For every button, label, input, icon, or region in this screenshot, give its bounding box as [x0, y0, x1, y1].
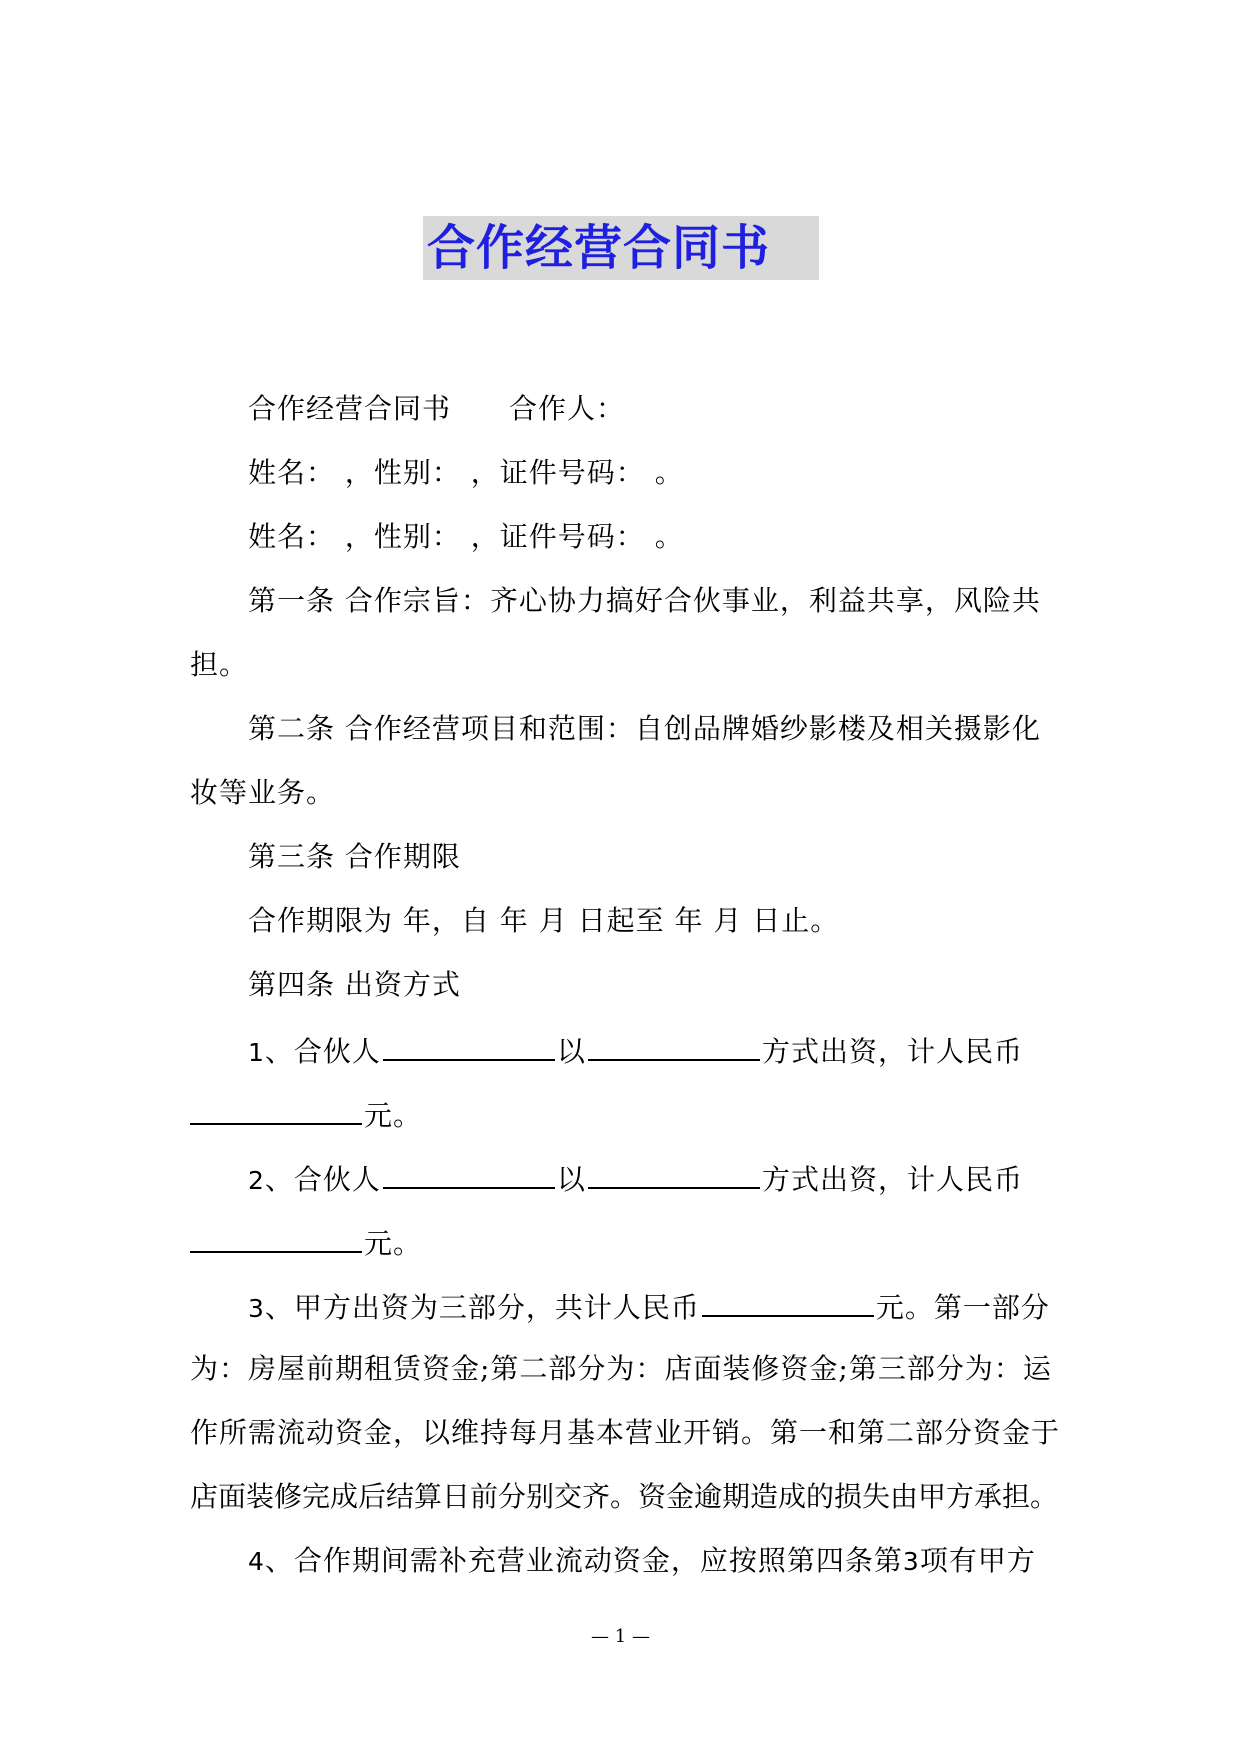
item3-line1: 3、甲方出资为三部分，共计人民币 元。第一部分 [248, 1285, 1050, 1325]
item4-line1: 4、合作期间需补充营业流动资金，应按照第四条第3项有甲方 [248, 1544, 1036, 1577]
blank-field [588, 1157, 760, 1189]
item3-line2: 为：房屋前期租赁资金;第二部分为：店面装修资金;第三部分为：运 [190, 1352, 1052, 1385]
article4-heading: 第四条 出资方式 [248, 968, 461, 1001]
article1-line2: 担。 [190, 648, 249, 681]
blank-field [588, 1029, 760, 1061]
header-left: 合作经营合同书 [248, 392, 452, 425]
title-highlight [423, 216, 819, 280]
party-line-1: 姓名： ，性别： ，证件号码： 。 [248, 456, 684, 489]
blank-field [190, 1093, 362, 1125]
article2-line2: 妆等业务。 [190, 776, 336, 809]
blank-field [383, 1029, 555, 1061]
article1-line1: 第一条 合作宗旨：齐心协力搞好合伙事业，利益共享，风险共 [248, 584, 1041, 617]
blank-field [702, 1285, 874, 1317]
item2-line1: 2、合伙人 以 方式出资，计人民币 [248, 1157, 1023, 1197]
header-line [248, 389, 625, 429]
article3-heading: 第三条 合作期限 [248, 840, 461, 873]
item3-line4: 店面装修完成后结算日前分别交齐。资金逾期造成的损失由甲方承担。 [190, 1480, 1059, 1513]
article3-term: 合作期限为 年，自 年 月 日起至 年 月 日止。 [248, 904, 840, 937]
header-right: 合作人： [509, 392, 626, 425]
blank-field [190, 1221, 362, 1253]
item3-line3: 作所需流动资金，以维持每月基本营业开销。第一和第二部分资金于 [190, 1416, 1061, 1449]
document-title: 合作经营合同书 [427, 220, 771, 276]
party-line-2: 姓名： ，性别： ，证件号码： 。 [248, 520, 684, 553]
blank-field [383, 1157, 555, 1189]
page-number: — 1 — [591, 1626, 650, 1647]
item1-line2: 元。 [190, 1093, 422, 1133]
article2-line1: 第二条 合作经营项目和范围：自创品牌婚纱影楼及相关摄影化 [248, 712, 1041, 745]
item2-line2: 元。 [190, 1221, 422, 1261]
item1-line1: 1、合伙人 以 方式出资，计人民币 [248, 1029, 1023, 1069]
